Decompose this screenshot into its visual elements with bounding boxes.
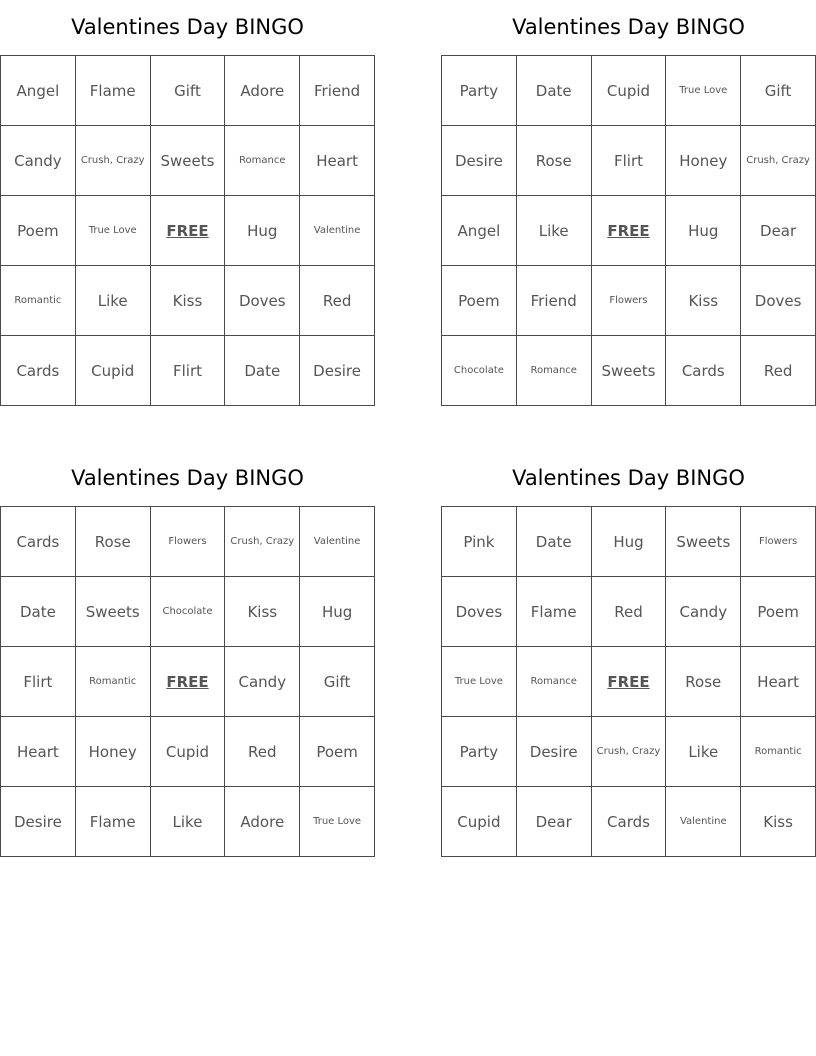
bingo-row: [1, 577, 375, 647]
bingo-cell: Date: [225, 336, 300, 406]
bingo-cell: Desire: [300, 336, 375, 406]
bingo-cell: Chocolate: [150, 577, 225, 647]
bingo-card-title: Valentines Day BINGO: [512, 15, 745, 39]
bingo-cell: Date: [1, 577, 76, 647]
bingo-cell: Candy: [225, 647, 300, 717]
bingo-cell: Flirt: [150, 336, 225, 406]
bingo-cell: Heart: [300, 126, 375, 196]
bingo-cell: Sweets: [666, 507, 741, 577]
bingo-row: [442, 717, 816, 787]
bingo-cell: Valentine: [666, 787, 741, 857]
bingo-cell: Red: [741, 336, 816, 406]
bingo-cell: Flowers: [741, 507, 816, 577]
bingo-cell: Red: [225, 717, 300, 787]
bingo-card-title: Valentines Day BINGO: [71, 466, 304, 490]
bingo-cell: Romance: [516, 336, 591, 406]
bingo-free-cell: FREE: [150, 196, 225, 266]
bingo-cell: Party: [442, 717, 517, 787]
bingo-cell: Like: [666, 717, 741, 787]
bingo-cell: Gift: [150, 56, 225, 126]
bingo-row: [1, 787, 375, 857]
bingo-cell: Cards: [591, 787, 666, 857]
bingo-cell: Flame: [75, 787, 150, 857]
bingo-row: [442, 336, 816, 406]
bingo-row: [442, 126, 816, 196]
bingo-cell: Gift: [741, 56, 816, 126]
bingo-cell: True Love: [75, 196, 150, 266]
bingo-cell: Crush, Crazy: [591, 717, 666, 787]
bingo-cell: Sweets: [75, 577, 150, 647]
bingo-grid: [441, 506, 816, 857]
bingo-cell: Doves: [741, 266, 816, 336]
bingo-cell: Like: [150, 787, 225, 857]
bingo-cell: Red: [591, 577, 666, 647]
bingo-cell: Date: [516, 507, 591, 577]
bingo-cell: Cards: [1, 507, 76, 577]
bingo-cell: Friend: [516, 266, 591, 336]
bingo-cell: Heart: [1, 717, 76, 787]
bingo-row: [1, 717, 375, 787]
bingo-cell: Like: [516, 196, 591, 266]
bingo-cell: Adore: [225, 56, 300, 126]
bingo-cell: Flirt: [1, 647, 76, 717]
bingo-cell: Flame: [516, 577, 591, 647]
bingo-card: [0, 451, 375, 857]
bingo-cell: Crush, Crazy: [75, 126, 150, 196]
bingo-card-title: Valentines Day BINGO: [512, 466, 745, 490]
bingo-cell: True Love: [442, 647, 517, 717]
bingo-card: [441, 451, 816, 857]
bingo-cell: Romance: [516, 647, 591, 717]
bingo-cell: Poem: [300, 717, 375, 787]
bingo-cell: Valentine: [300, 507, 375, 577]
bingo-cell: Crush, Crazy: [741, 126, 816, 196]
bingo-row: [442, 647, 816, 717]
bingo-cell: Honey: [75, 717, 150, 787]
bingo-cell: Poem: [1, 196, 76, 266]
bingo-row: [442, 266, 816, 336]
bingo-cell: Cards: [666, 336, 741, 406]
bingo-card-title: Valentines Day BINGO: [71, 15, 304, 39]
bingo-cell: Doves: [225, 266, 300, 336]
bingo-row: [442, 196, 816, 266]
bingo-cell: Hug: [225, 196, 300, 266]
bingo-cell: Poem: [741, 577, 816, 647]
bingo-cell: Doves: [442, 577, 517, 647]
bingo-cell: Like: [75, 266, 150, 336]
bingo-cell: Flowers: [591, 266, 666, 336]
bingo-cell: Kiss: [666, 266, 741, 336]
bingo-cell: Chocolate: [442, 336, 517, 406]
bingo-row: [1, 647, 375, 717]
bingo-cell: Angel: [1, 56, 76, 126]
bingo-row: [1, 56, 375, 126]
bingo-row: [442, 56, 816, 126]
bingo-cell: Cards: [1, 336, 76, 406]
bingo-grid: [0, 506, 375, 857]
bingo-row: [1, 196, 375, 266]
bingo-cell: Romance: [225, 126, 300, 196]
bingo-cell: Sweets: [150, 126, 225, 196]
bingo-cell: Kiss: [741, 787, 816, 857]
bingo-cell: Desire: [1, 787, 76, 857]
bingo-cell: Flowers: [150, 507, 225, 577]
bingo-cell: Hug: [300, 577, 375, 647]
bingo-free-cell: FREE: [150, 647, 225, 717]
bingo-card: [441, 0, 816, 406]
bingo-row: [1, 126, 375, 196]
bingo-row: [442, 577, 816, 647]
bingo-cell: Valentine: [300, 196, 375, 266]
bingo-cell: Sweets: [591, 336, 666, 406]
bingo-cell: Poem: [442, 266, 517, 336]
bingo-row: [442, 787, 816, 857]
bingo-row: [442, 507, 816, 577]
bingo-cell: Rose: [516, 126, 591, 196]
bingo-cell: Romantic: [75, 647, 150, 717]
bingo-cell: Friend: [300, 56, 375, 126]
bingo-cell: Date: [516, 56, 591, 126]
bingo-cell: Angel: [442, 196, 517, 266]
bingo-free-cell: FREE: [591, 196, 666, 266]
bingo-cell: True Love: [300, 787, 375, 857]
bingo-cell: Hug: [591, 507, 666, 577]
bingo-cell: Heart: [741, 647, 816, 717]
bingo-cell: Dear: [516, 787, 591, 857]
bingo-cell: Red: [300, 266, 375, 336]
bingo-cell: Pink: [442, 507, 517, 577]
bingo-cell: Candy: [666, 577, 741, 647]
bingo-cell: True Love: [666, 56, 741, 126]
bingo-free-cell: FREE: [591, 647, 666, 717]
bingo-grid: [0, 55, 375, 406]
bingo-cell: Party: [442, 56, 517, 126]
bingo-cell: Rose: [75, 507, 150, 577]
bingo-row: [1, 336, 375, 406]
bingo-cell: Flame: [75, 56, 150, 126]
bingo-cell: Kiss: [225, 577, 300, 647]
bingo-row: [1, 507, 375, 577]
bingo-cell: Flirt: [591, 126, 666, 196]
bingo-card: [0, 0, 375, 406]
bingo-cell: Kiss: [150, 266, 225, 336]
bingo-cell: Cupid: [591, 56, 666, 126]
bingo-cell: Cupid: [75, 336, 150, 406]
bingo-cell: Crush, Crazy: [225, 507, 300, 577]
bingo-cell: Desire: [516, 717, 591, 787]
bingo-cell: Adore: [225, 787, 300, 857]
bingo-cell: Rose: [666, 647, 741, 717]
bingo-cell: Honey: [666, 126, 741, 196]
bingo-cell: Cupid: [442, 787, 517, 857]
bingo-grid: [441, 55, 816, 406]
bingo-cell: Gift: [300, 647, 375, 717]
bingo-cell: Romantic: [1, 266, 76, 336]
bingo-cell: Candy: [1, 126, 76, 196]
bingo-cell: Hug: [666, 196, 741, 266]
bingo-cell: Desire: [442, 126, 517, 196]
bingo-cell: Cupid: [150, 717, 225, 787]
bingo-cell: Romantic: [741, 717, 816, 787]
bingo-cell: Dear: [741, 196, 816, 266]
bingo-row: [1, 266, 375, 336]
